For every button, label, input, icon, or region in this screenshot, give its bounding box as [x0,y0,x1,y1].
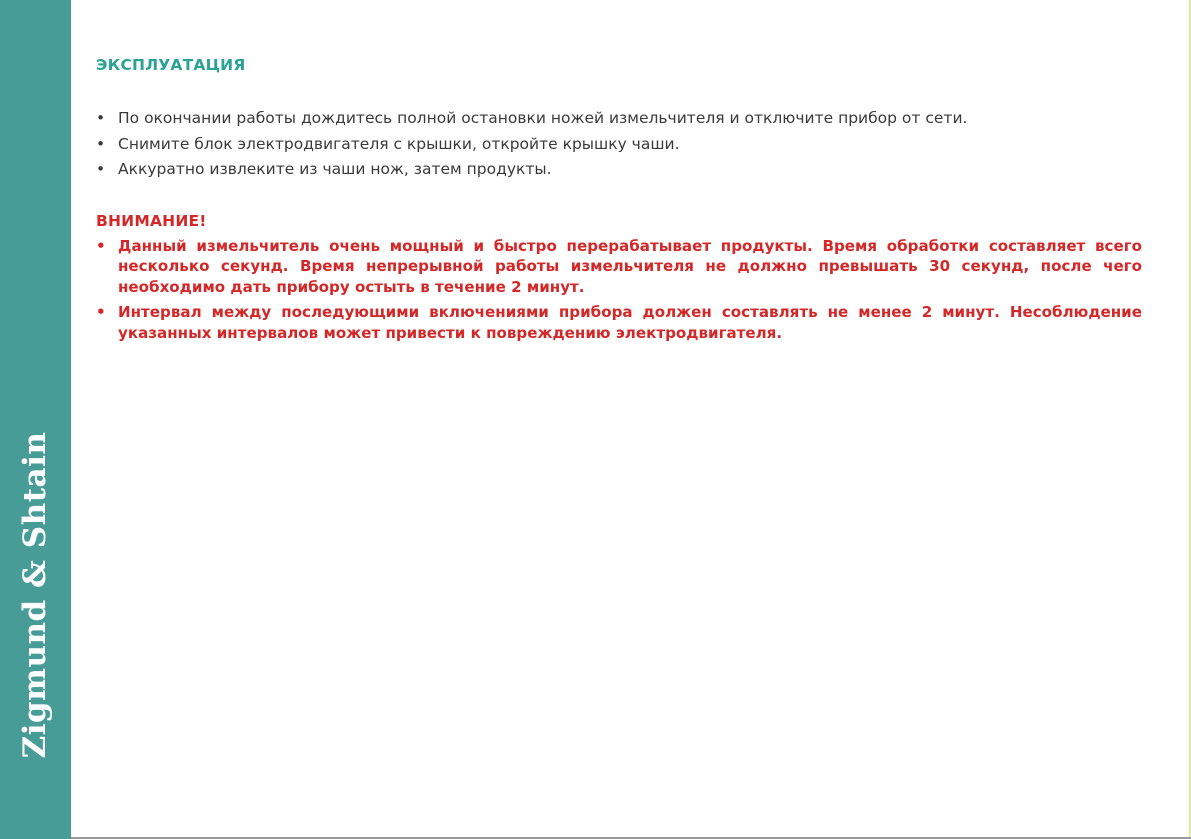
list-item: • Снимите блок электродвигателя с крышки, откройте крышку чаши. [96,132,1142,158]
warning-item: • Данный измельчитель очень мощный и быстро перерабатывает продукты. Время обработки составляет всего несколько секунд. Время непрерывной работы измельчителя не должно превышать 30 секунд, после чего необходимо дать прибору остыть в течение 2 минут. [96,236,1142,298]
brand-logo: Zigmund & Shtain [17,431,53,759]
list-item: • По окончании работы дождитесь полной остановки ножей измельчителя и отключите прибор от сети. [96,106,1142,132]
warning-list [96,236,1142,344]
list-item: • Аккуратно извлеките из чаши нож, затем продукты. [96,157,1142,183]
page-content [96,54,1142,348]
sidebar [0,0,71,839]
warning-item: • Интервал между последующими включениями прибора должен составлять не менее 2 минут. Несоблюдение указанных интервалов может привести к повреждению электродвигателя. [96,302,1142,343]
section-title: ЭКСПЛУАТАЦИЯ [96,56,246,74]
operation-steps-list [96,106,1142,183]
warning-title: ВНИМАНИЕ! [96,211,207,230]
